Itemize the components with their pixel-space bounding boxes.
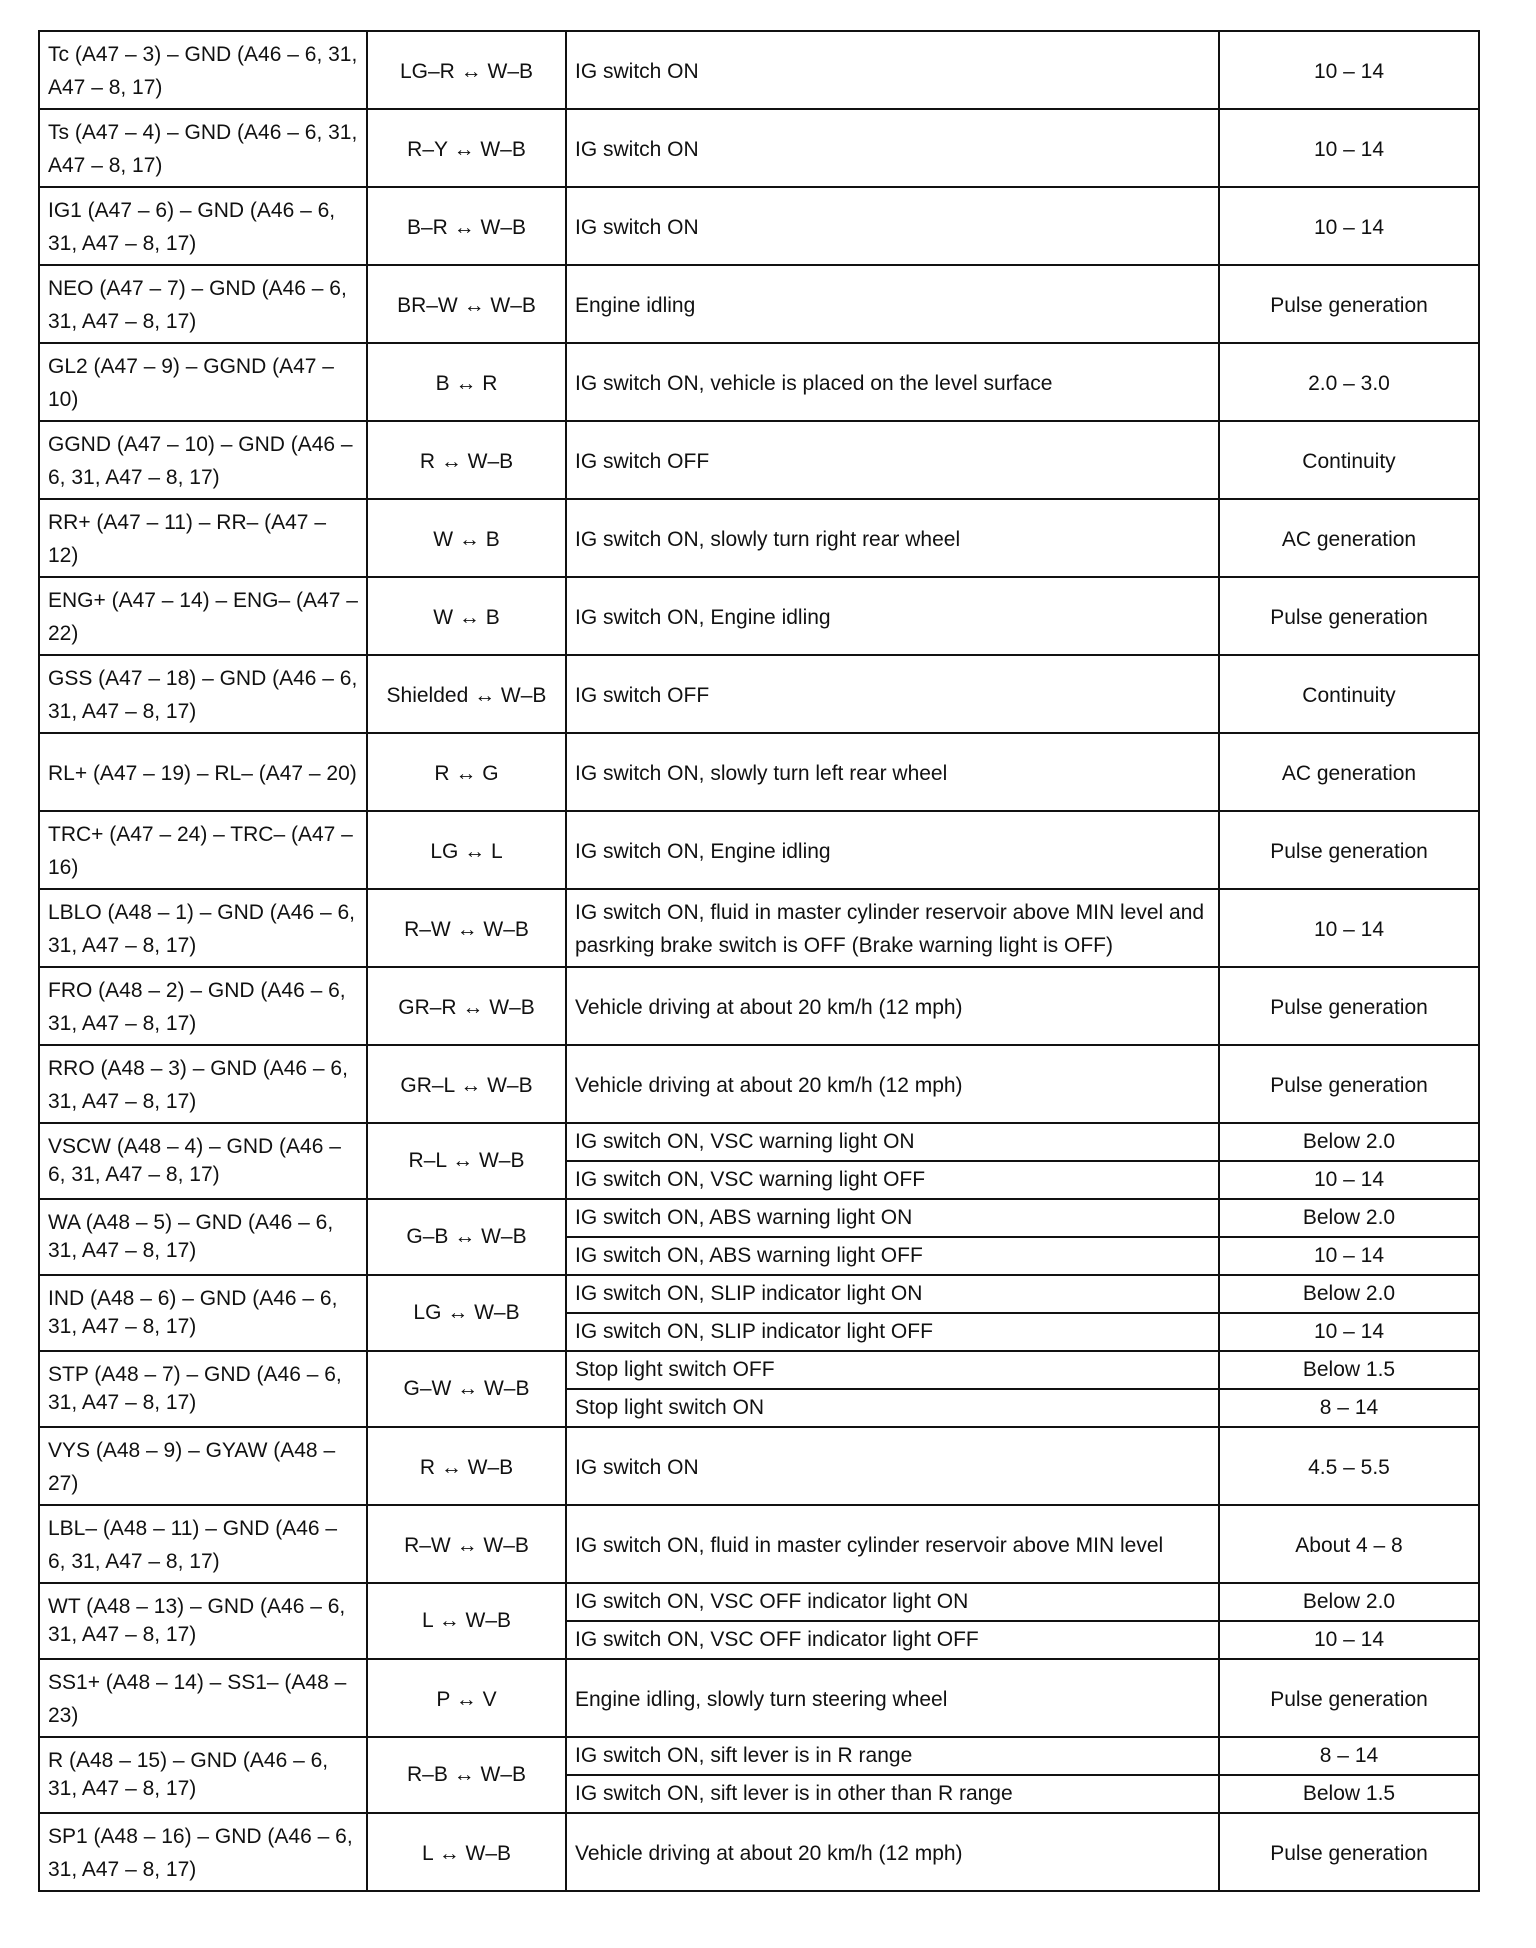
terminal-cell: RL+ (A47 – 19) – RL– (A47 – 20) (39, 733, 367, 811)
terminal-cell: SP1 (A48 – 16) – GND (A46 – 6, 31, A47 – 8, 17) (39, 1813, 367, 1891)
wire-color-cell: R–Y ↔ W–B (367, 109, 566, 187)
wire-color-cell: G–B ↔ W–B (367, 1199, 566, 1275)
wire-color-cell: GR–L ↔ W–B (367, 1045, 566, 1123)
specified-value-cell: 8 – 14 (1219, 1389, 1479, 1427)
terminal-cell: NEO (A47 – 7) – GND (A46 – 6, 31, A47 – 8, 17) (39, 265, 367, 343)
wire-color-cell: GR–R ↔ W–B (367, 967, 566, 1045)
specified-value-cell: Continuity (1219, 655, 1479, 733)
terminal-cell: RR+ (A47 – 11) – RR– (A47 – 12) (39, 499, 367, 577)
wire-color-cell: R–W ↔ W–B (367, 1505, 566, 1583)
terminal-cell: STP (A48 – 7) – GND (A46 – 6, 31, A47 – 8, 17) (39, 1351, 367, 1427)
terminal-cell: FRO (A48 – 2) – GND (A46 – 6, 31, A47 – 8, 17) (39, 967, 367, 1045)
table-row (39, 421, 1479, 499)
terminal-cell: GGND (A47 – 10) – GND (A46 – 6, 31, A47 – 8, 17) (39, 421, 367, 499)
condition-cell: IG switch ON (566, 109, 1219, 187)
specified-value-cell: 10 – 14 (1219, 1313, 1479, 1351)
condition-cell: IG switch ON, VSC OFF indicator light ON (566, 1583, 1219, 1621)
condition-cell: IG switch ON, SLIP indicator light OFF (566, 1313, 1219, 1351)
table-row (39, 811, 1479, 889)
wire-color-cell: P ↔ V (367, 1659, 566, 1737)
wire-color-cell: R–L ↔ W–B (367, 1123, 566, 1199)
specified-value-cell: Pulse generation (1219, 811, 1479, 889)
condition-cell: IG switch OFF (566, 421, 1219, 499)
terminal-cell: LBLO (A48 – 1) – GND (A46 – 6, 31, A47 – 8, 17) (39, 889, 367, 967)
table-row (39, 1583, 1479, 1621)
specified-value-cell: Below 2.0 (1219, 1199, 1479, 1237)
terminal-cell: R (A48 – 15) – GND (A46 – 6, 31, A47 – 8, 17) (39, 1737, 367, 1813)
table-row (39, 1045, 1479, 1123)
terminal-cell: SS1+ (A48 – 14) – SS1– (A48 – 23) (39, 1659, 367, 1737)
terminal-cell: WA (A48 – 5) – GND (A46 – 6, 31, A47 – 8, 17) (39, 1199, 367, 1275)
wire-color-cell: BR–W ↔ W–B (367, 265, 566, 343)
terminal-cell: Ts (A47 – 4) – GND (A46 – 6, 31, A47 – 8, 17) (39, 109, 367, 187)
terminal-cell: IND (A48 – 6) – GND (A46 – 6, 31, A47 – 8, 17) (39, 1275, 367, 1351)
table-row (39, 1659, 1479, 1737)
specified-value-cell: Pulse generation (1219, 577, 1479, 655)
table-row (39, 577, 1479, 655)
wire-color-cell: R ↔ G (367, 733, 566, 811)
wire-color-cell: L ↔ W–B (367, 1583, 566, 1659)
table-row (39, 1427, 1479, 1505)
terminal-cell: RRO (A48 – 3) – GND (A46 – 6, 31, A47 – 8, 17) (39, 1045, 367, 1123)
terminal-cell: VYS (A48 – 9) – GYAW (A48 – 27) (39, 1427, 367, 1505)
condition-cell: IG switch ON, VSC warning light OFF (566, 1161, 1219, 1199)
specified-value-cell: Below 1.5 (1219, 1351, 1479, 1389)
specified-value-cell: 8 – 14 (1219, 1737, 1479, 1775)
condition-cell: IG switch ON, slowly turn left rear wheel (566, 733, 1219, 811)
table-row (39, 1351, 1479, 1389)
specified-value-cell: Pulse generation (1219, 265, 1479, 343)
table-body (39, 31, 1479, 1891)
wire-color-cell: Shielded ↔ W–B (367, 655, 566, 733)
condition-cell: Vehicle driving at about 20 km/h (12 mph) (566, 1045, 1219, 1123)
condition-cell: IG switch ON, ABS warning light OFF (566, 1237, 1219, 1275)
condition-cell: IG switch ON, Engine idling (566, 577, 1219, 655)
wire-color-cell: G–W ↔ W–B (367, 1351, 566, 1427)
terminal-cell: VSCW (A48 – 4) – GND (A46 – 6, 31, A47 – 8, 17) (39, 1123, 367, 1199)
specified-value-cell: 10 – 14 (1219, 1237, 1479, 1275)
specified-value-cell: About 4 – 8 (1219, 1505, 1479, 1583)
condition-cell: IG switch ON, fluid in master cylinder reservoir above MIN level and pasrking brake switch is OFF (Brake warning light is OFF) (566, 889, 1219, 967)
table-row (39, 1275, 1479, 1313)
table-row (39, 31, 1479, 109)
specified-value-cell: AC generation (1219, 733, 1479, 811)
terminal-inspection-sheet (38, 30, 1478, 1892)
terminal-cell: GL2 (A47 – 9) – GGND (A47 – 10) (39, 343, 367, 421)
specified-value-cell: 10 – 14 (1219, 1621, 1479, 1659)
condition-cell: IG switch ON (566, 187, 1219, 265)
condition-cell: IG switch ON, VSC warning light ON (566, 1123, 1219, 1161)
specified-value-cell: Pulse generation (1219, 1659, 1479, 1737)
terminal-cell: IG1 (A47 – 6) – GND (A46 – 6, 31, A47 – 8, 17) (39, 187, 367, 265)
condition-cell: IG switch ON, SLIP indicator light ON (566, 1275, 1219, 1313)
table-row (39, 1505, 1479, 1583)
condition-cell: IG switch ON, sift lever is in other than R range (566, 1775, 1219, 1813)
condition-cell: Stop light switch ON (566, 1389, 1219, 1427)
specified-value-cell: Pulse generation (1219, 1045, 1479, 1123)
specified-value-cell: 2.0 – 3.0 (1219, 343, 1479, 421)
wire-color-cell: W ↔ B (367, 577, 566, 655)
condition-cell: Vehicle driving at about 20 km/h (12 mph) (566, 1813, 1219, 1891)
specified-value-cell: Continuity (1219, 421, 1479, 499)
terminal-cell: GSS (A47 – 18) – GND (A46 – 6, 31, A47 – 8, 17) (39, 655, 367, 733)
terminal-cell: TRC+ (A47 – 24) – TRC– (A47 – 16) (39, 811, 367, 889)
specified-value-cell: AC generation (1219, 499, 1479, 577)
terminal-cell: LBL– (A48 – 11) – GND (A46 – 6, 31, A47 – 8, 17) (39, 1505, 367, 1583)
wire-color-cell: R ↔ W–B (367, 421, 566, 499)
table-row (39, 265, 1479, 343)
specified-value-cell: 4.5 – 5.5 (1219, 1427, 1479, 1505)
condition-cell: Stop light switch OFF (566, 1351, 1219, 1389)
table-row (39, 967, 1479, 1045)
specified-value-cell: Pulse generation (1219, 1813, 1479, 1891)
terminal-cell: ENG+ (A47 – 14) – ENG– (A47 – 22) (39, 577, 367, 655)
condition-cell: IG switch ON, vehicle is placed on the level surface (566, 343, 1219, 421)
wire-color-cell: LG ↔ L (367, 811, 566, 889)
wire-color-cell: LG–R ↔ W–B (367, 31, 566, 109)
wire-color-cell: B–R ↔ W–B (367, 187, 566, 265)
condition-cell: IG switch ON, VSC OFF indicator light OFF (566, 1621, 1219, 1659)
table-row (39, 1813, 1479, 1891)
condition-cell: IG switch ON (566, 1427, 1219, 1505)
wire-color-cell: LG ↔ W–B (367, 1275, 566, 1351)
condition-cell: IG switch ON, Engine idling (566, 811, 1219, 889)
specified-value-cell: Pulse generation (1219, 967, 1479, 1045)
wire-color-cell: R ↔ W–B (367, 1427, 566, 1505)
wire-color-cell: L ↔ W–B (367, 1813, 566, 1891)
condition-cell: Vehicle driving at about 20 km/h (12 mph) (566, 967, 1219, 1045)
condition-cell: Engine idling (566, 265, 1219, 343)
condition-cell: IG switch OFF (566, 655, 1219, 733)
table-row (39, 1123, 1479, 1161)
condition-cell: IG switch ON, slowly turn right rear wheel (566, 499, 1219, 577)
wire-color-cell: B ↔ R (367, 343, 566, 421)
condition-cell: IG switch ON (566, 31, 1219, 109)
specified-value-cell: 10 – 14 (1219, 1161, 1479, 1199)
specified-value-cell: 10 – 14 (1219, 31, 1479, 109)
condition-cell: Engine idling, slowly turn steering wheel (566, 1659, 1219, 1737)
table-row (39, 1199, 1479, 1237)
table-row (39, 343, 1479, 421)
table-row (39, 499, 1479, 577)
wire-color-cell: R–B ↔ W–B (367, 1737, 566, 1813)
terminal-spec-table (38, 30, 1480, 1892)
condition-cell: IG switch ON, sift lever is in R range (566, 1737, 1219, 1775)
condition-cell: IG switch ON, fluid in master cylinder reservoir above MIN level (566, 1505, 1219, 1583)
table-row (39, 655, 1479, 733)
specified-value-cell: Below 2.0 (1219, 1123, 1479, 1161)
wire-color-cell: R–W ↔ W–B (367, 889, 566, 967)
specified-value-cell: Below 2.0 (1219, 1275, 1479, 1313)
terminal-cell: Tc (A47 – 3) – GND (A46 – 6, 31, A47 – 8, 17) (39, 31, 367, 109)
specified-value-cell: 10 – 14 (1219, 889, 1479, 967)
table-row (39, 889, 1479, 967)
table-row (39, 733, 1479, 811)
specified-value-cell: 10 – 14 (1219, 109, 1479, 187)
table-row (39, 109, 1479, 187)
table-row (39, 1737, 1479, 1775)
table-row (39, 187, 1479, 265)
specified-value-cell: 10 – 14 (1219, 187, 1479, 265)
terminal-cell: WT (A48 – 13) – GND (A46 – 6, 31, A47 – 8, 17) (39, 1583, 367, 1659)
condition-cell: IG switch ON, ABS warning light ON (566, 1199, 1219, 1237)
specified-value-cell: Below 2.0 (1219, 1583, 1479, 1621)
specified-value-cell: Below 1.5 (1219, 1775, 1479, 1813)
wire-color-cell: W ↔ B (367, 499, 566, 577)
